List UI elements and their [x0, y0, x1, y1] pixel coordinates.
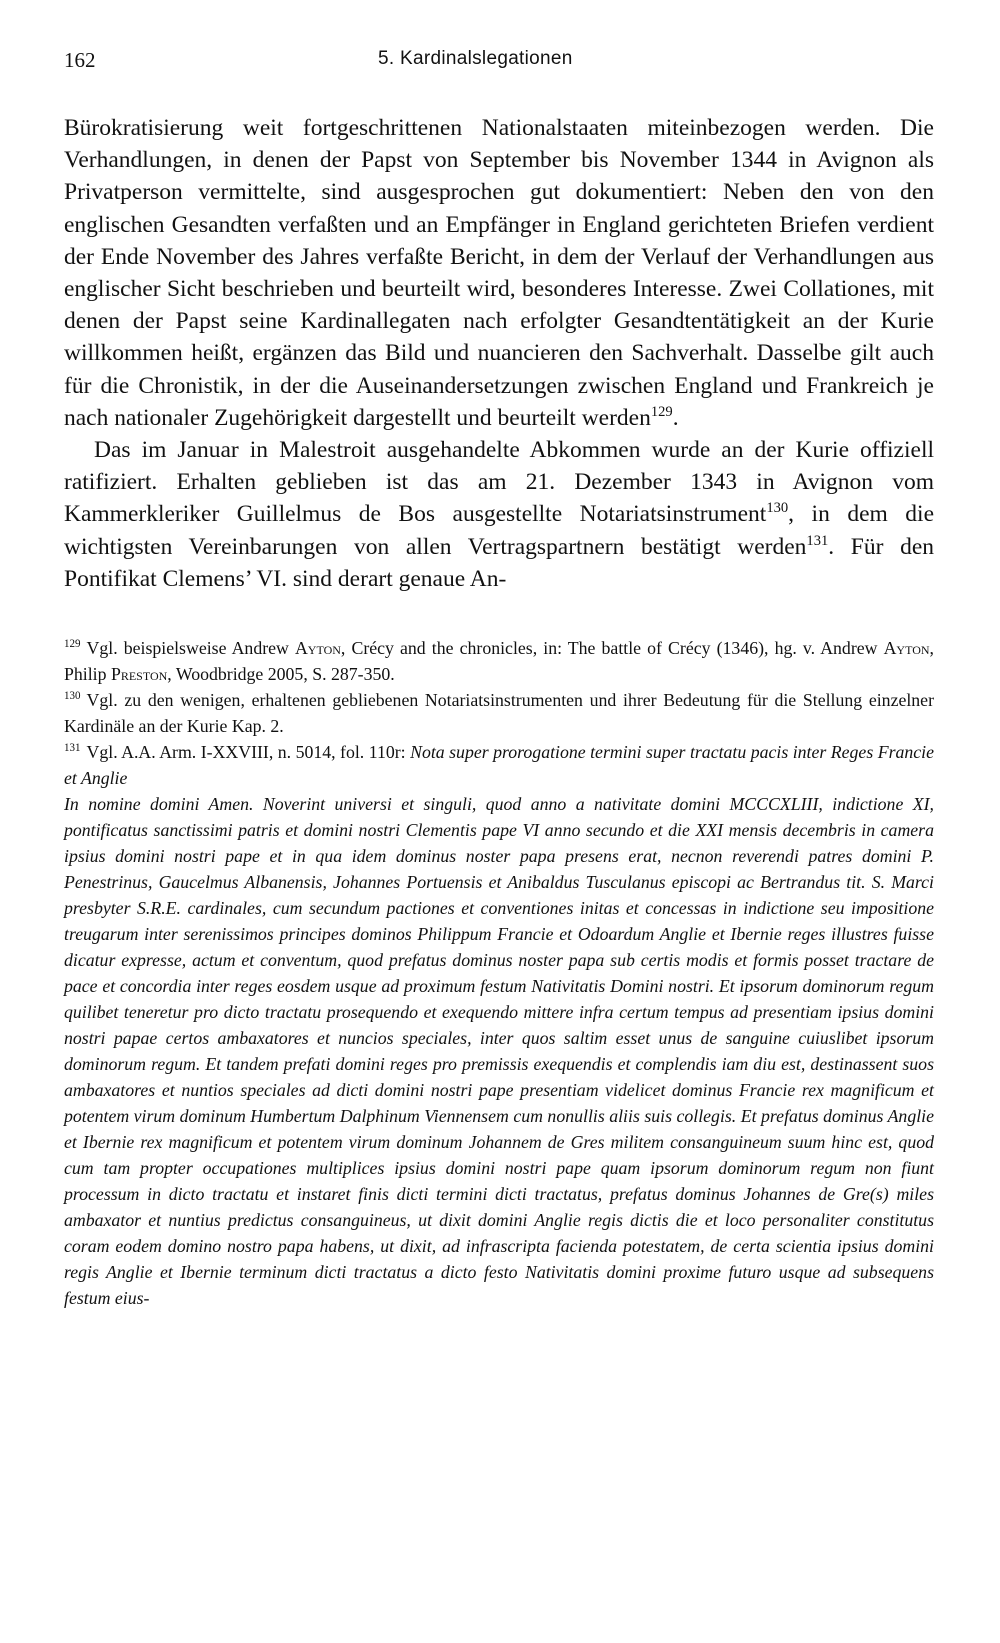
footnote-ref-129: 129 [650, 404, 673, 420]
footnote-129 [64, 635, 934, 687]
author-name: Preston [110, 664, 168, 685]
footnote-ref-130: 130 [766, 500, 789, 517]
running-head [64, 48, 934, 82]
footnote-number: 130 [64, 690, 81, 703]
paragraph-1 [64, 112, 934, 434]
latin-quotation: In nomine domini Amen. Noverint universi et singuli, quod anno a nativitate domini MCCCXLIII, indictione XI, pontificatus sanctissimi patris et domini nostri Clementis pape VI anno secundo et die XXI mensis decembris in camera ipsius domini nostri pape et in qua idem dominus noster papa presens erat, necnon reverendi patres domini P. Penestrinus, Gaucelmus Albanensis, Johannes Portuensis et Anibaldus Tusculanus episcopi ac Bertrandus tit. S. Marci presbyter S.R.E. cardinales, cum secundum pactiones et conventiones initas et concessas in indictione seu impositione treugarum inter serenissimos principes dominos Philippum Francie et Odoardum Anglie et Ibernie reges illustres fuisse dicatur expresse, actum et conventum, quod prefatus dominus noster papa sub certis modis et formis posset tractare de pace et concordia inter reges eosdem usque ad proximum festum Nativitatis Domini nostri. Et ipsorum dominorum regum quilibet teneretur pro dicto tractatu prosequendo et exequendo mittere infra certum tempus ad presentiam ipsius domini nostri papae certos ambaxatores et nuncios speciales, inter quos saltim esset unus de sanguine cuiuslibet ipsorum dominorum regum. Et tandem prefati domini reges pro premissis exequendis et complendis iam diu est, destinassent suos ambaxatores et nuntios speciales ad dicti domini nostri pape presentiam videlicet dominus Francie rex magnificum et potentem virum dominum Humbertum Dalphinum Viennensem cum nonullis aliis suis collegis. Et prefatus dominus Anglie et Ibernie rex magnificum et potentem virum dominum Johannem de Gres militem consanguineum suum hinc est, quod cum tam propter occupationes multiplices ipsius domini nostri pape quam ipsorum dominorum regum non fiunt processum in dicto tractatu et instaret finis dicti termini dicti tractatus, prefatus dominus Johannes de Gre(s) miles ambaxator et nuntius predictus consanguineus, ut dixit domini Anglie regis dictis die et loco personaliter constitutus coram eodem domino nostro papa habens, ut dixit, ad infrascripta facienda potestatem, de certa scientia ipsius domini regis Anglie et Ibernie terminum dicti tractatus a dicto festo Nativitatis domini proxime futuro usque ad subsequens festum eius- [64, 794, 934, 1309]
footnote-number: 129 [64, 638, 81, 651]
author-name: Ayton [883, 638, 930, 659]
chapter-title: 5. Kardinalslegationen [378, 48, 573, 69]
paragraph-2-text-a: Das im Januar in Malestroit ausgehandelte Abkommen wurde an der Kurie offiziell ratifiziert. Erhalten geblieben ist das am 21. Dezember 1343 in Avignon vom Kammerkleriker Guillelmus de Bos ausgestellte Notariatsinstrument [64, 437, 934, 528]
footnote-text: Vgl. A.A. Arm. I-XXVIII, n. 5014, fol. 110r: [86, 742, 411, 763]
footnote-text: , Woodbridge 2005, S. 287-350. [167, 664, 395, 685]
footnote-text: , Crécy and the chronicles, in: The battle of Crécy (1346), hg. v. Andrew [340, 638, 884, 659]
main-text [64, 112, 934, 595]
footnote-130 [64, 687, 934, 739]
paragraph-2 [64, 434, 934, 595]
book-page [64, 48, 934, 1311]
footnote-text: , Philip [64, 638, 934, 685]
footnote-131 [64, 739, 934, 791]
paragraph-1-text: Bürokratisierung weit fortgeschrittenen Nationalstaaten miteinbezogen werden. Die Verhandlungen, in denen der Papst von September bis November 1344 in Avignon als Privatperson vermittelte, sind ausgesprochen gut dokumentiert: Neben den von den englischen Gesandten verfaßten und an Empfänger in England gerichteten Briefen verdient der Ende November des Jahres verfaßte Bericht, in dem der Verlauf der Verhandlungen aus englischer Sicht beschrieben und beurteilt wird, besonderes Interesse. Zwei Collationes, mit denen der Papst seine Kardinallegaten nach erfolgter Gesandtentätigkeit an der Kurie willkommen heißt, ergänzen das Bild und nuancieren den Sachverhalt. Dasselbe gilt auch für die Chronistik, in der die Auseinandersetzungen zwischen England und Frankreich je nach nationaler Zugehörigkeit dargestellt und beurteilt werden [64, 115, 934, 431]
paragraph-1-end: . [672, 404, 679, 431]
footnote-ref-131: 131 [806, 532, 829, 549]
author-name: Ayton [294, 638, 341, 659]
paragraph-2-text-c: . Für den Pontifikat Clemens’ VI. sind derart genaue An- [64, 533, 935, 592]
document-title: Nota super prorogatione termini super tractatu pacis inter Reges Francie et Anglie [64, 742, 934, 789]
footnote-text: Vgl. beispielsweise Andrew [86, 638, 295, 659]
footnote-number: 131 [64, 742, 81, 755]
footnote-text: Vgl. zu den wenigen, erhaltenen gebliebenen Notariatsinstrumenten und ihrer Bedeutung für die Stellung einzelner Kardinäle an der Kurie Kap. 2. [64, 690, 934, 737]
footnotes [64, 635, 934, 1311]
page-number: 162 [64, 48, 96, 72]
paragraph-2-text-b: , in dem die wichtigsten Vereinbarungen von allen Vertragspartnern bestätigt werden [64, 501, 935, 560]
